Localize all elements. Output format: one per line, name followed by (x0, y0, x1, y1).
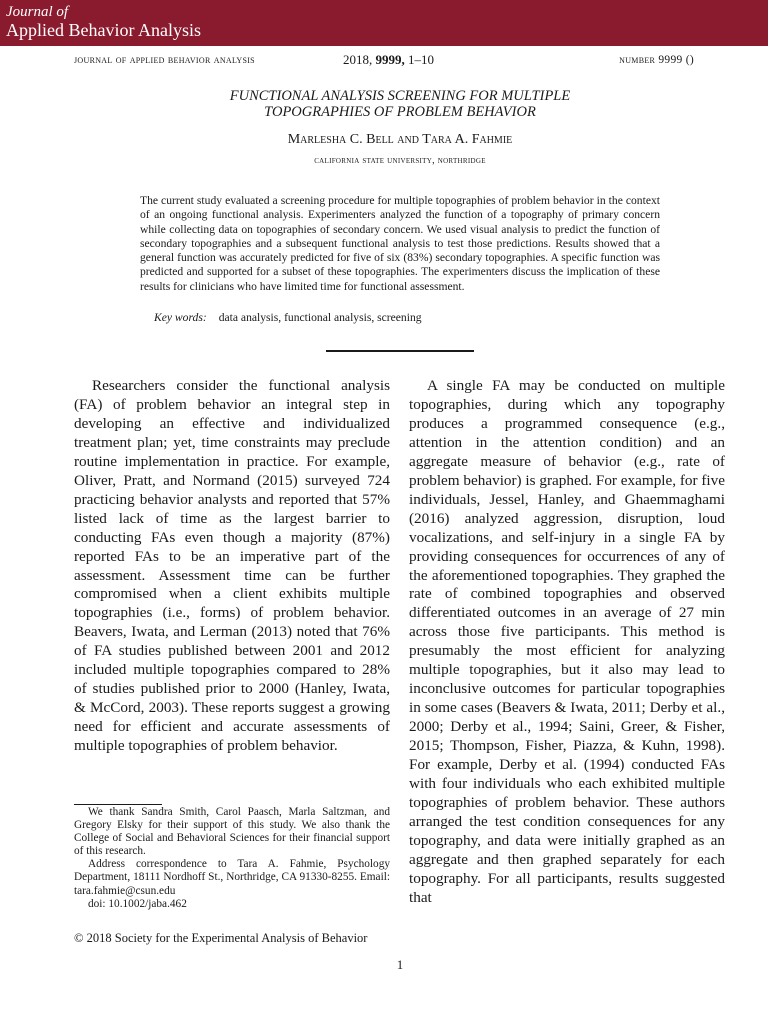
journal-logo-line1: Journal of (6, 4, 69, 20)
article-authors: Marlesha C. Bell and Tara A. Fahmie (287, 132, 513, 147)
running-head-number: number 9999 () (619, 54, 694, 66)
footnote-acknowledgment: We thank Sandra Smith, Carol Paasch, Marla Saltzman, and Gregory Elsky for their support of this study. We also thank the College of Social and Behavioral Sciences for their financial support of this research. (74, 806, 390, 858)
running-head-journal: journal of applied behavior analysis (74, 54, 255, 66)
body-column-right: A single FA may be conducted on multiple topographies, during which any topography produces a programmed consequence (e.g., attention in the attention condition) and an aggregate measure of behavior (e.g., rate of problem behavior) is graphed. For example, for five individuals, Jessel, Hanley, and Ghaemmaghami (2016) analyzed aggression, disruption, loud vocalizations, and self-injury in a single FA by providing consequences for occurrences of any of the aforementioned topographies. They graphed the rate of combined topographies and observed differentiated outcomes in an average of 27 min across those five participants. This method is presumably the most efficient for analyzing multiple topographies, but it also may lead to inconclusive outcomes for particular topographies in some cases (Beavers & Iwata, 2011; Derby et al., 2000; Derby et al., 1994; Saini, Greer, & Fisher, 2015; Thompson, Fisher, Piazza, & Kuhn, 1998). For example, Derby et al. (1994) conducted FAs with four individuals who each exhibited multiple topographies of problem behavior. These authors arranged the test condition consequences for any topography, and data were initially graphed as an aggregate and then graphed separately for each topography. For all participants, results suggested that (409, 377, 725, 906)
footnote-correspondence: Address correspondence to Tara A. Fahmie, Psychology Department, 18111 Nordhoff St., Northridge, CA 91330-8255. Email: tara.fahmie@csun.edu (74, 858, 390, 897)
article-title-line1: FUNCTIONAL ANALYSIS SCREENING FOR MULTIPLE (229, 88, 571, 104)
footnote-doi: doi: 10.1002/jaba.462 (88, 897, 187, 910)
keywords-list: data analysis, functional analysis, screening (218, 311, 422, 324)
author-affiliation: california state university, northridge (314, 155, 486, 166)
journal-banner (0, 0, 768, 46)
keywords (154, 311, 422, 325)
body-column-left: Researchers consider the functional analysis (FA) of problem behavior an integral step in developing an effective and individualized treatment plan; yet, time constraints may preclude routine implementation in practice. For example, Oliver, Pratt, and Normand (2015) surveyed 724 practicing behavior analysts and reported that 57% listed lack of time as the largest barrier to conducting FAs even though a majority (87%) reported FAs to be an imperative part of the assessment. Assessment time can be further compromised when a client exhibits multiple topographies (i.e., forms) of problem behavior. Beavers, Iwata, and Lerman (2013) noted that 76% of FA studies published between 2001 and 2012 included multiple topographies compared to 28% of studies published prior to 2000 (Hanley, Iwata, & McCord, 2003). These reports suggest a growing need for efficient and accurate assessments of multiple topographies of problem behavior. (74, 377, 390, 755)
citation-volume: 9999, (375, 52, 405, 67)
footnote-divider (74, 804, 162, 805)
page-number: 1 (396, 957, 404, 972)
running-head-citation (343, 52, 434, 68)
abstract-text: The current study evaluated a screening procedure for multiple topographies of problem behavior in the context of an ongoing functional analysis. Experimenters analyzed the function of a topography of primary concern while collecting data on topographies of secondary concern. We used visual analysis to predict the function of secondary topographies and a subsequent functional analysis to test those predictions. Results showed that a general function was accurately predicted for five of six (83%) secondary topographies. A specific function was predicted and supported for a subset of these topographies. The experimenters discuss the implication of these results for clinicians who have limited time for functional assessment. (140, 194, 660, 293)
footnotes (74, 806, 390, 911)
article-title (150, 88, 650, 120)
article-title-line2: TOPOGRAPHIES OF PROBLEM BEHAVIOR (264, 104, 536, 120)
keywords-label: Key words: (154, 311, 207, 324)
citation-year: 2018, (343, 52, 376, 67)
copyright-notice: © 2018 Society for the Experimental Analysis of Behavior (74, 931, 368, 945)
journal-logo-line2: Applied Behavior Analysis (6, 20, 201, 40)
citation-pages: 1–10 (404, 52, 434, 67)
section-divider (326, 350, 474, 352)
